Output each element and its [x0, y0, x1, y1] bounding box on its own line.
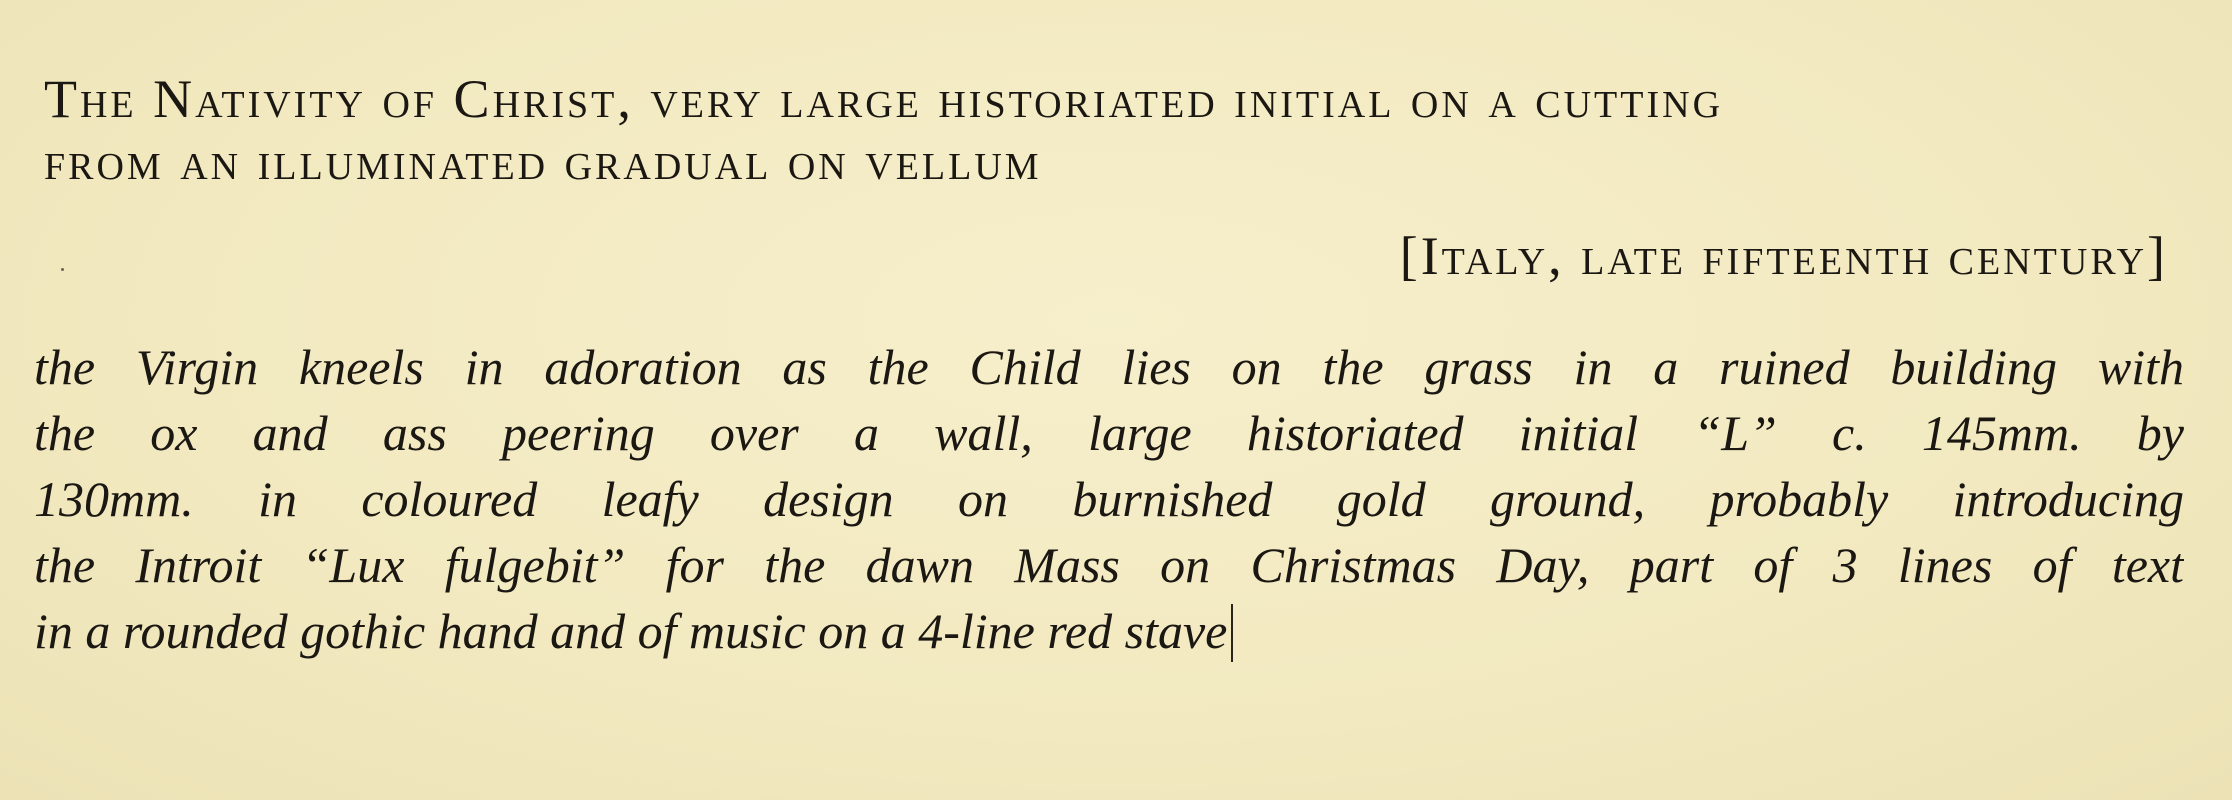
description-line-1: the Virgin kneels in adoration as the Child lies on the grass in a ruined building with	[34, 339, 2184, 395]
entry-description	[34, 334, 2184, 664]
entry-origin: [Italy, late fifteenth century]	[1399, 226, 2168, 286]
text-cursor	[1231, 604, 1233, 662]
description-line-5-text: in a rounded gothic hand and of music on a 4-line red stave	[34, 603, 1228, 659]
entry-title	[44, 68, 2174, 192]
entry-title-line-2: from an illuminated gradual on vellum	[44, 131, 1042, 191]
paper-speck	[61, 268, 64, 271]
description-line-4: the Introit “Lux fulgebit” for the dawn Mass on Christmas Day, part of 3 lines of text	[34, 537, 2184, 593]
description-line-3: 130mm. in coloured leafy design on burnished gold ground, probably introducing	[34, 471, 2184, 527]
description-line-5	[34, 598, 2184, 664]
description-line-2: the ox and ass peering over a wall, large historiated initial “L” c. 145mm. by	[34, 405, 2184, 461]
entry-title-line-1: The Nativity of Christ, very large historiated initial on a cutting	[44, 69, 1724, 129]
